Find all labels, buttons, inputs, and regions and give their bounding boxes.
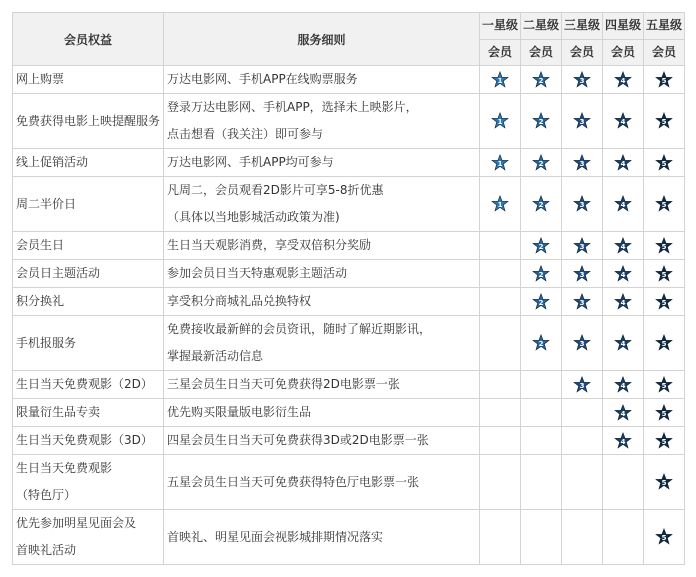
- level-4-cell: [603, 177, 644, 232]
- star-level-1-icon: [491, 154, 509, 172]
- level-3-cell: [562, 510, 603, 565]
- service-detail-cell: [164, 66, 480, 94]
- benefit-name-cell: [13, 149, 164, 177]
- level-1-cell: [480, 399, 521, 427]
- table-row: [13, 399, 685, 427]
- svg-text:2: 2: [538, 118, 544, 127]
- level-5-cell: [644, 455, 685, 510]
- service-detail-line: （具体以当地影城活动政策为准): [167, 210, 340, 224]
- star-level-5-icon: [655, 528, 673, 546]
- star-level-5-icon: [655, 265, 673, 283]
- star-level-2-icon: [532, 237, 550, 255]
- svg-text:4: 4: [620, 159, 626, 168]
- star-level-2-icon: [532, 293, 550, 311]
- level-2-cell: [521, 510, 562, 565]
- level-2-cell: [521, 260, 562, 288]
- level-4-cell: [603, 371, 644, 399]
- level-5-cell: [644, 288, 685, 316]
- level-1-cell: [480, 177, 521, 232]
- level-2-cell: [521, 288, 562, 316]
- level-2-cell: [521, 371, 562, 399]
- service-detail-line: 四星会员生日当天可免费获得3D或2D电影票一张: [167, 433, 429, 447]
- table-row: [13, 427, 685, 455]
- service-detail-line: 优先购买限量版电影衍生品: [167, 405, 312, 419]
- level-3-cell: [562, 66, 603, 94]
- star-level-5-icon: [655, 195, 673, 213]
- service-detail-cell: [164, 260, 480, 288]
- table-row: [13, 260, 685, 288]
- benefit-name-line: 网上购票: [16, 72, 65, 86]
- star-level-5-icon: [655, 293, 673, 311]
- benefit-name-line: 免费获得电影上映提醒服务: [16, 113, 161, 128]
- benefit-name-line: 生日当天免费观影（3D）: [16, 433, 153, 447]
- level-1-cell: [480, 371, 521, 399]
- svg-text:1: 1: [497, 76, 503, 85]
- svg-text:2: 2: [538, 270, 544, 279]
- level-5-cell: [644, 232, 685, 260]
- level-2-cell: [521, 177, 562, 232]
- level-4-cell: [603, 94, 644, 149]
- service-detail-cell: [164, 399, 480, 427]
- level-5-cell: [644, 260, 685, 288]
- service-detail-cell: [164, 94, 480, 149]
- benefit-name-line: 生日当天免费观影: [16, 461, 113, 475]
- level-2-cell: [521, 232, 562, 260]
- service-detail-cell: [164, 427, 480, 455]
- star-level-4-icon: [614, 293, 632, 311]
- benefit-name-cell: [13, 510, 164, 565]
- svg-text:5: 5: [661, 381, 667, 390]
- svg-text:5: 5: [661, 118, 667, 127]
- star-level-3-icon: [573, 112, 591, 130]
- table-row: [13, 149, 685, 177]
- svg-text:3: 3: [579, 159, 585, 168]
- benefit-name-cell: [13, 177, 164, 232]
- star-level-5-icon: [655, 154, 673, 172]
- header-member-rights: 会员权益: [13, 13, 164, 66]
- star-level-3-icon: [573, 334, 591, 352]
- level-3-cell: [562, 371, 603, 399]
- service-detail-cell: [164, 288, 480, 316]
- level-5-cell: [644, 94, 685, 149]
- star-level-4-icon: [614, 404, 632, 422]
- level-2-cell: [521, 455, 562, 510]
- level-3-cell: [562, 260, 603, 288]
- table-row: [13, 177, 685, 232]
- star-level-2-icon: [532, 71, 550, 89]
- service-detail-line: 万达电影网、手机APP在线购票服务: [167, 72, 358, 86]
- svg-text:2: 2: [538, 298, 544, 307]
- star-level-4-icon: [614, 71, 632, 89]
- table-row: [13, 510, 685, 565]
- svg-text:4: 4: [620, 118, 626, 127]
- star-level-4-icon: [614, 265, 632, 283]
- svg-text:5: 5: [661, 201, 667, 210]
- svg-text:4: 4: [620, 242, 626, 251]
- benefit-name-line: 会员生日: [16, 238, 65, 252]
- star-level-3-icon: [573, 237, 591, 255]
- service-detail-line: 首映礼、明星见面会视影城排期情况落实: [167, 529, 384, 544]
- star-level-1-icon: [491, 195, 509, 213]
- star-level-5-icon: [655, 432, 673, 450]
- level-3-cell: [562, 316, 603, 371]
- benefit-name-line: 积分换礼: [16, 294, 65, 308]
- level-5-cell: [644, 149, 685, 177]
- star-level-3-icon: [573, 293, 591, 311]
- svg-text:4: 4: [620, 381, 626, 390]
- svg-text:5: 5: [661, 534, 667, 543]
- star-level-4-icon: [614, 334, 632, 352]
- table-row: [13, 371, 685, 399]
- star-level-5-icon: [655, 71, 673, 89]
- service-detail-line: 万达电影网、手机APP均可参与: [167, 155, 334, 169]
- header-level-4-top: 四星级: [603, 13, 644, 40]
- service-detail-cell: [164, 371, 480, 399]
- benefit-name-cell: [13, 371, 164, 399]
- benefit-name-line: 优先参加明星见面会及: [16, 516, 137, 530]
- svg-text:3: 3: [579, 298, 585, 307]
- level-2-cell: [521, 149, 562, 177]
- benefit-name-line: 手机报服务: [16, 335, 77, 350]
- svg-text:5: 5: [661, 298, 667, 307]
- membership-benefits-table: [12, 12, 685, 565]
- star-level-2-icon: [532, 195, 550, 213]
- service-detail-cell: [164, 455, 480, 510]
- level-1-cell: [480, 427, 521, 455]
- svg-text:5: 5: [661, 270, 667, 279]
- service-detail-line: 三星会员生日当天可免费获得2D电影票一张: [167, 377, 400, 391]
- svg-text:4: 4: [620, 409, 626, 418]
- svg-text:3: 3: [579, 201, 585, 210]
- star-level-2-icon: [532, 112, 550, 130]
- level-4-cell: [603, 427, 644, 455]
- level-4-cell: [603, 455, 644, 510]
- service-detail-cell: [164, 316, 480, 371]
- level-1-cell: [480, 149, 521, 177]
- level-1-cell: [480, 510, 521, 565]
- benefit-name-line: 周二半价日: [16, 196, 77, 211]
- service-detail-line: 登录万达电影网、手机APP，选择未上映影片，: [167, 100, 418, 114]
- level-2-cell: [521, 316, 562, 371]
- membership-benefits-panel: [12, 12, 685, 565]
- level-4-cell: [603, 232, 644, 260]
- svg-text:3: 3: [579, 270, 585, 279]
- svg-text:4: 4: [620, 437, 626, 446]
- service-detail-line: 生日当天观影消费，享受双倍积分奖励: [167, 238, 372, 252]
- level-3-cell: [562, 149, 603, 177]
- table-row: [13, 94, 685, 149]
- header-level-3-bottom: 会员: [562, 39, 603, 66]
- service-detail-line: 五星会员生日当天可免费获得特色厅电影票一张: [167, 474, 420, 489]
- level-3-cell: [562, 177, 603, 232]
- service-detail-cell: [164, 232, 480, 260]
- level-5-cell: [644, 371, 685, 399]
- benefit-name-line: 生日当天免费观影（2D）: [16, 377, 153, 391]
- level-4-cell: [603, 66, 644, 94]
- svg-text:4: 4: [620, 270, 626, 279]
- svg-text:1: 1: [497, 201, 503, 210]
- service-detail-line: 凡周二，会员观看2D影片可享5-8折优惠: [167, 183, 384, 197]
- svg-text:1: 1: [497, 118, 503, 127]
- benefit-name-cell: [13, 232, 164, 260]
- header-service-details: 服务细则: [164, 13, 480, 66]
- star-level-4-icon: [614, 195, 632, 213]
- svg-text:5: 5: [661, 76, 667, 85]
- level-1-cell: [480, 316, 521, 371]
- table-row: [13, 288, 685, 316]
- benefit-name-cell: [13, 399, 164, 427]
- svg-text:4: 4: [620, 76, 626, 85]
- level-5-cell: [644, 427, 685, 455]
- svg-text:3: 3: [579, 76, 585, 85]
- svg-text:2: 2: [538, 340, 544, 349]
- level-2-cell: [521, 427, 562, 455]
- level-1-cell: [480, 232, 521, 260]
- level-2-cell: [521, 94, 562, 149]
- star-level-4-icon: [614, 376, 632, 394]
- benefit-name-line: 首映礼活动: [16, 543, 77, 557]
- level-5-cell: [644, 66, 685, 94]
- star-level-1-icon: [491, 71, 509, 89]
- star-level-4-icon: [614, 112, 632, 130]
- star-level-5-icon: [655, 473, 673, 491]
- svg-text:3: 3: [579, 381, 585, 390]
- level-5-cell: [644, 399, 685, 427]
- star-level-2-icon: [532, 265, 550, 283]
- level-5-cell: [644, 316, 685, 371]
- level-1-cell: [480, 455, 521, 510]
- svg-text:2: 2: [538, 76, 544, 85]
- level-2-cell: [521, 399, 562, 427]
- level-3-cell: [562, 288, 603, 316]
- svg-text:2: 2: [538, 201, 544, 210]
- level-3-cell: [562, 232, 603, 260]
- star-level-3-icon: [573, 154, 591, 172]
- star-level-2-icon: [532, 334, 550, 352]
- svg-text:5: 5: [661, 409, 667, 418]
- svg-text:4: 4: [620, 201, 626, 210]
- svg-text:3: 3: [579, 340, 585, 349]
- star-level-5-icon: [655, 334, 673, 352]
- svg-text:5: 5: [661, 437, 667, 446]
- svg-text:5: 5: [661, 340, 667, 349]
- level-3-cell: [562, 399, 603, 427]
- header-level-1-bottom: 会员: [480, 39, 521, 66]
- star-level-5-icon: [655, 404, 673, 422]
- level-5-cell: [644, 177, 685, 232]
- star-level-2-icon: [532, 154, 550, 172]
- benefit-name-cell: [13, 260, 164, 288]
- svg-text:4: 4: [620, 340, 626, 349]
- level-3-cell: [562, 455, 603, 510]
- level-2-cell: [521, 66, 562, 94]
- star-level-3-icon: [573, 71, 591, 89]
- benefit-name-line: （特色厅）: [16, 488, 77, 502]
- level-1-cell: [480, 260, 521, 288]
- svg-text:1: 1: [497, 159, 503, 168]
- benefit-name-cell: [13, 288, 164, 316]
- star-level-3-icon: [573, 265, 591, 283]
- svg-text:5: 5: [661, 242, 667, 251]
- star-level-1-icon: [491, 112, 509, 130]
- service-detail-cell: [164, 177, 480, 232]
- benefit-name-line: 线上促销活动: [16, 155, 89, 169]
- level-1-cell: [480, 94, 521, 149]
- star-level-3-icon: [573, 195, 591, 213]
- star-level-4-icon: [614, 237, 632, 255]
- star-level-5-icon: [655, 112, 673, 130]
- header-level-2-top: 二星级: [521, 13, 562, 40]
- svg-text:5: 5: [661, 479, 667, 488]
- level-1-cell: [480, 66, 521, 94]
- header-level-3-top: 三星级: [562, 13, 603, 40]
- benefits-table-body: [13, 66, 685, 565]
- header-level-4-bottom: 会员: [603, 39, 644, 66]
- level-1-cell: [480, 288, 521, 316]
- benefit-name-cell: [13, 455, 164, 510]
- benefit-name-cell: [13, 94, 164, 149]
- service-detail-line: 享受积分商城礼品兑换特权: [167, 294, 312, 308]
- benefit-name-line: 会员日主题活动: [16, 266, 101, 280]
- benefit-name-cell: [13, 427, 164, 455]
- svg-text:4: 4: [620, 298, 626, 307]
- service-detail-line: 掌握最新活动信息: [167, 349, 264, 363]
- svg-text:3: 3: [579, 242, 585, 251]
- svg-text:2: 2: [538, 159, 544, 168]
- svg-text:5: 5: [661, 159, 667, 168]
- header-level-5-bottom: 会员: [644, 39, 685, 66]
- table-row: [13, 455, 685, 510]
- star-level-3-icon: [573, 376, 591, 394]
- level-4-cell: [603, 260, 644, 288]
- table-row: [13, 316, 685, 371]
- benefit-name-cell: [13, 66, 164, 94]
- level-4-cell: [603, 288, 644, 316]
- header-level-1-top: 一星级: [480, 13, 521, 40]
- star-level-5-icon: [655, 237, 673, 255]
- star-level-4-icon: [614, 432, 632, 450]
- level-4-cell: [603, 316, 644, 371]
- service-detail-cell: [164, 510, 480, 565]
- svg-text:2: 2: [538, 242, 544, 251]
- level-4-cell: [603, 399, 644, 427]
- header-row-top: [13, 13, 685, 40]
- service-detail-line: 免费接收最新鲜的会员资讯，随时了解近期影讯，: [167, 322, 432, 336]
- level-4-cell: [603, 149, 644, 177]
- header-level-5-top: 五星级: [644, 13, 685, 40]
- level-4-cell: [603, 510, 644, 565]
- service-detail-cell: [164, 149, 480, 177]
- level-5-cell: [644, 510, 685, 565]
- star-level-4-icon: [614, 154, 632, 172]
- benefit-name-line: 限量衍生品专卖: [16, 405, 101, 419]
- service-detail-line: 参加会员日当天特惠观影主题活动: [167, 266, 348, 280]
- level-3-cell: [562, 427, 603, 455]
- header-level-2-bottom: 会员: [521, 39, 562, 66]
- star-level-5-icon: [655, 376, 673, 394]
- table-row: [13, 66, 685, 94]
- svg-text:3: 3: [579, 118, 585, 127]
- table-row: [13, 232, 685, 260]
- benefit-name-cell: [13, 316, 164, 371]
- service-detail-line: 点击想看（我关注）即可参与: [167, 127, 324, 141]
- level-3-cell: [562, 94, 603, 149]
